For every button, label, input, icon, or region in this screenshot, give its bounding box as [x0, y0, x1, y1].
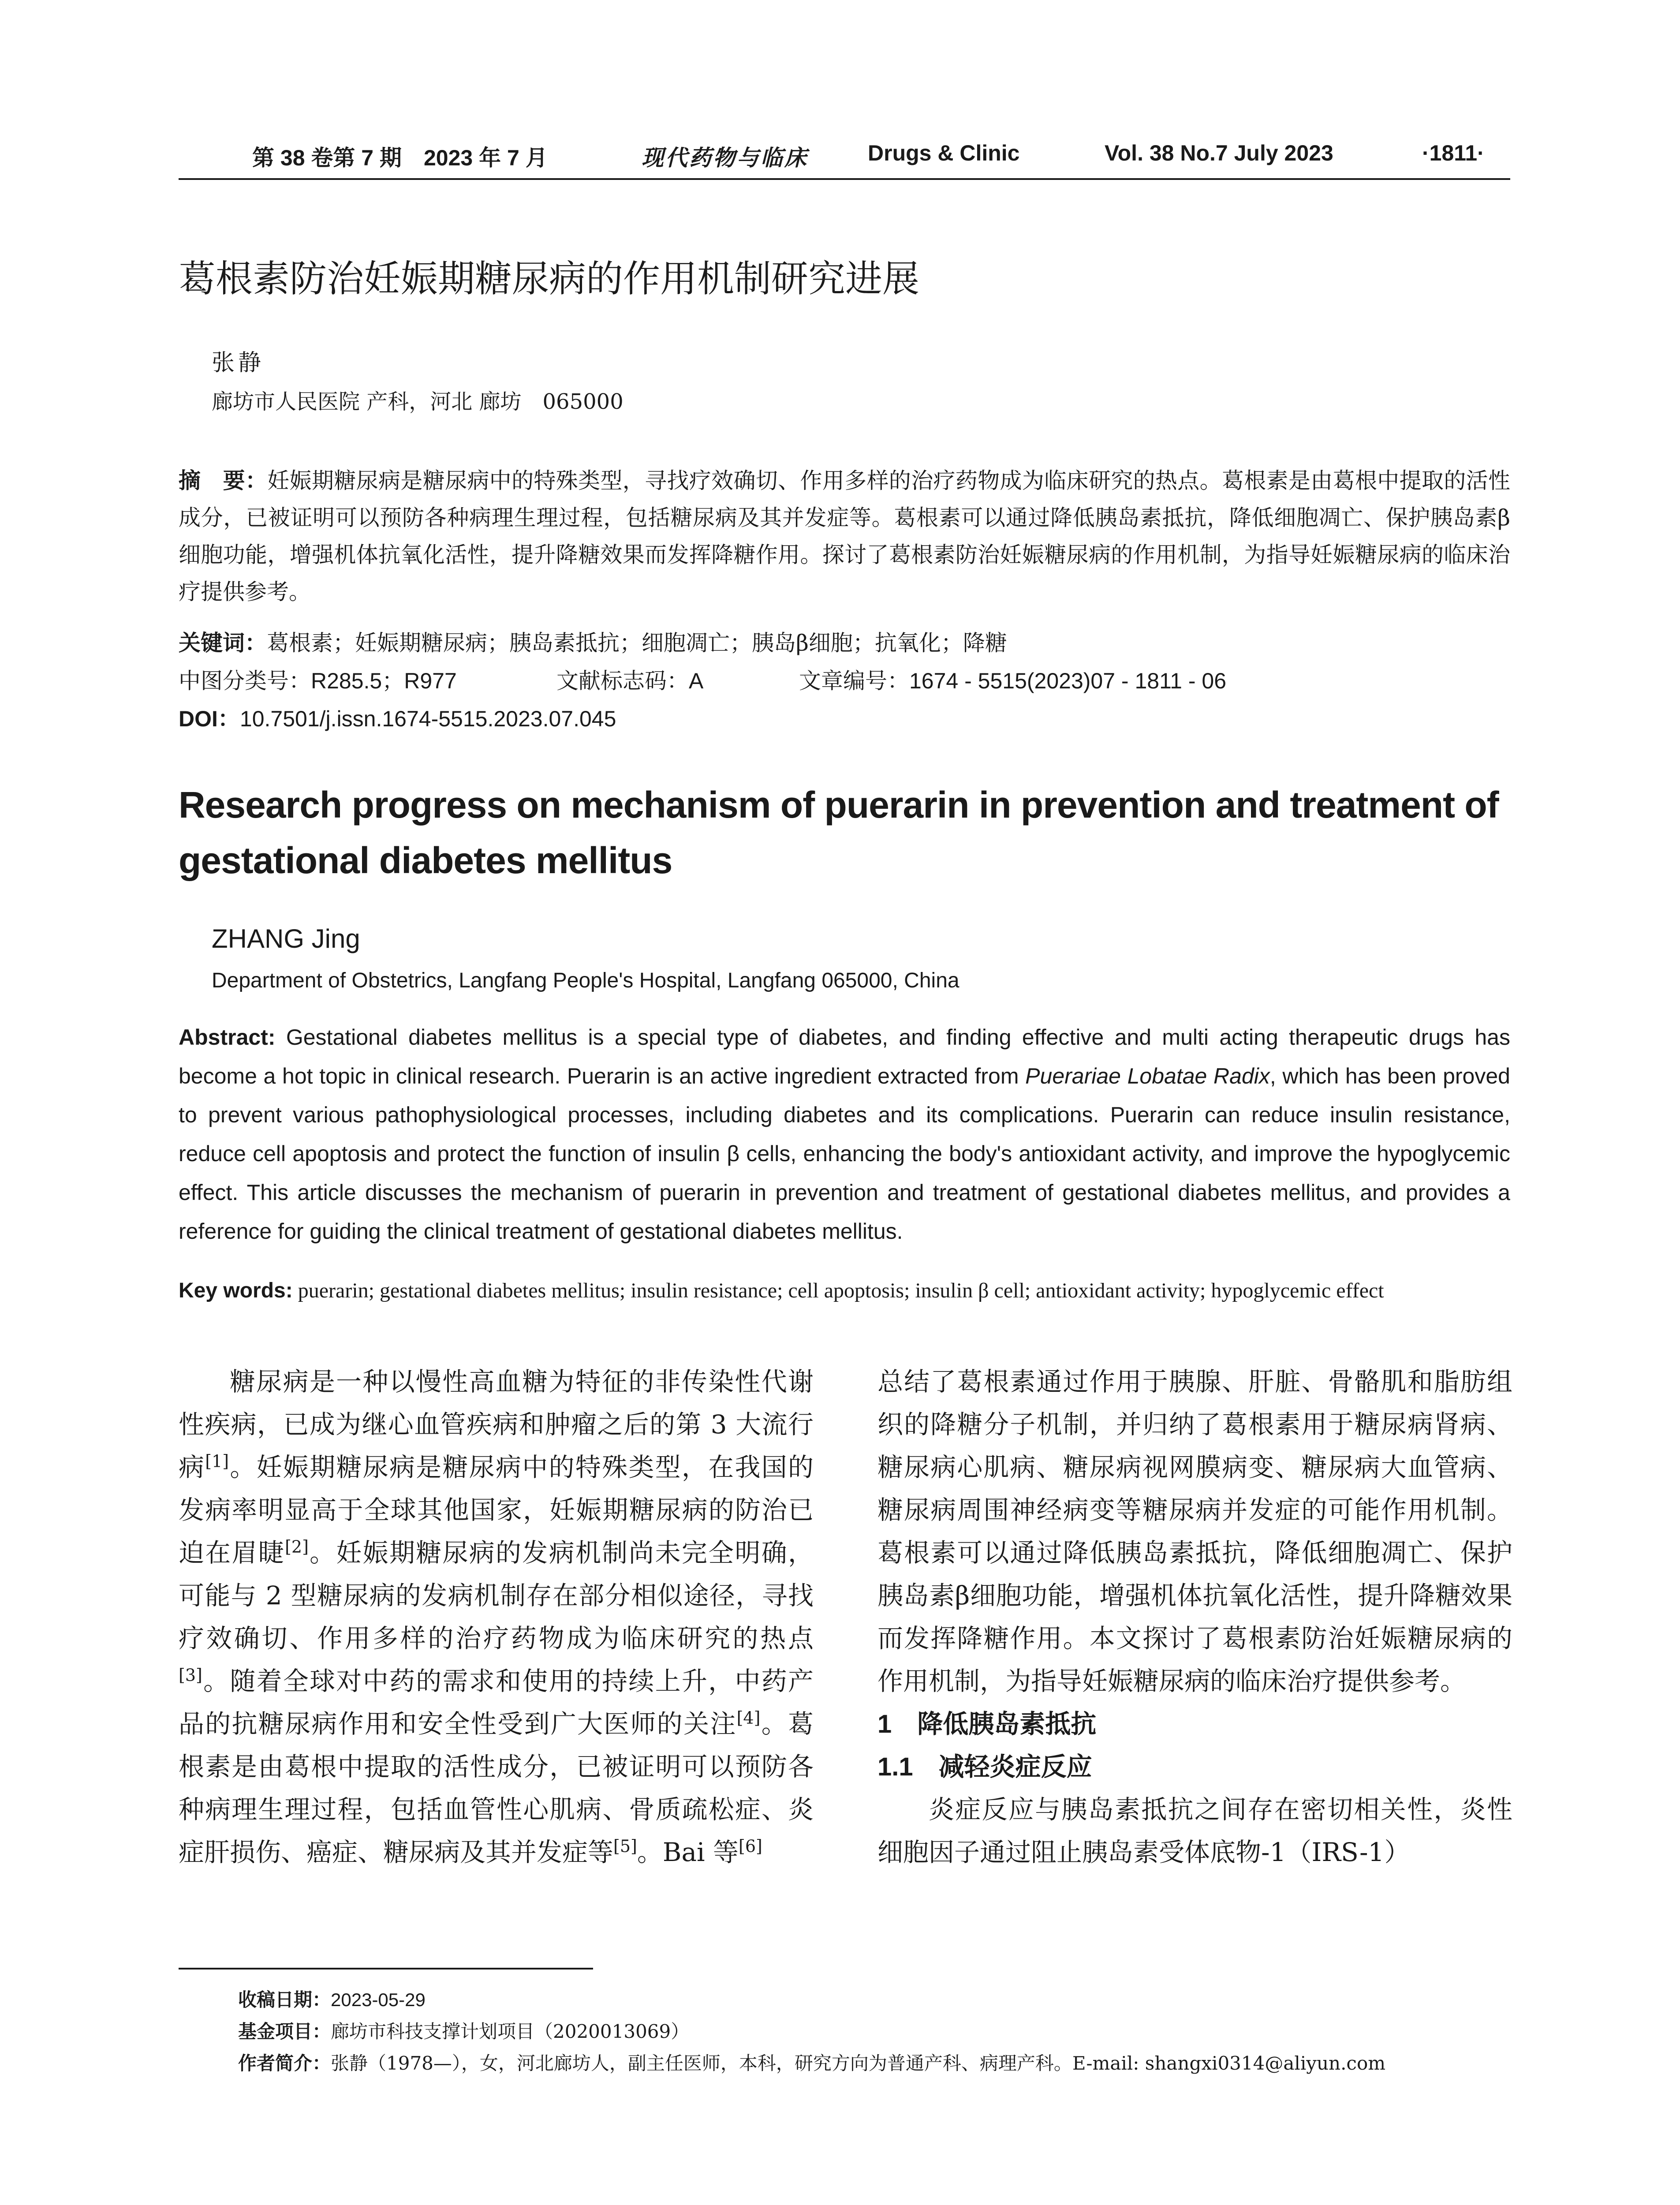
body-column-left — [179, 1360, 814, 1874]
clc-value: R285.5；R977 — [311, 669, 457, 693]
author-cn: 张静 — [212, 350, 265, 376]
intro-text-f: 。Bai 等 — [637, 1837, 739, 1867]
article-number-label: 文章编号： — [799, 669, 909, 693]
section-heading-1: 1 降低胰岛素抵抗 — [877, 1710, 1097, 1738]
journal-name-cn: 现代药物与临床 — [642, 146, 808, 170]
article-title-cn: 葛根素防治妊娠期糖尿病的作用机制研究进展 — [179, 258, 920, 299]
document-code-label: 文献标志码： — [556, 669, 689, 693]
doi-value[interactable]: 10.7501/j.issn.1674-5515.2023.07.045 — [239, 706, 616, 731]
footnote-rule — [179, 1968, 593, 1970]
footnote-author-bio — [238, 2049, 1385, 2075]
volume-issue-en: Vol. 38 No.7 July 2023 — [1105, 141, 1333, 165]
section-heading-1-1: 1.1 减轻炎症反应 — [877, 1753, 1092, 1781]
affiliation-cn: 廊坊市人民医院 产科，河北 廊坊 065000 — [212, 389, 623, 414]
abstract-cn — [179, 462, 1510, 610]
keywords-en — [179, 1278, 1384, 1303]
abstract-cn-label: 摘 要： — [179, 468, 268, 493]
article-number — [799, 663, 1226, 695]
intro-continued: 总结了葛根素通过作用于胰腺、肝脏、骨骼肌和脂肪组织的降糖分子机制，并归纳了葛根素用于糖尿病肾病、糖尿病心肌病、糖尿病视网膜病变、糖尿病大血管病、糖尿病周围神经病变等糖尿病并发症的可能作用机制。葛根素可以通过降低胰岛素抵抗，降低细胞凋亡、保护胰岛素β细胞功能，增强机体抗氧化活性，提升降糖效果而发挥降糖作用。本文探讨了葛根素防治妊娠糖尿病的作用机制，为指导妊娠糖尿病的临床治疗提供参考。 — [877, 1367, 1512, 1696]
document-code-value: A — [689, 669, 704, 693]
keywords-cn — [179, 625, 1007, 657]
intro-text-b: 。妊娠期糖尿病是糖尿病中的特殊类型，在我国的发病率明显高于全球其他国家，妊娠期糖尿病的防治已迫在眉睫 — [179, 1452, 814, 1568]
citation-2[interactable]: [2] — [285, 1537, 309, 1557]
keywords-cn-label: 关键词： — [179, 631, 267, 655]
affiliation-en: Department of Obstetrics, Langfang People's Hospital, Langfang 065000, China — [212, 969, 959, 992]
citation-1[interactable]: [1] — [205, 1451, 229, 1471]
document-code — [556, 663, 703, 695]
intro-paragraph — [179, 1360, 814, 1874]
citation-6[interactable]: [6] — [739, 1836, 762, 1856]
fund-label: 基金项目： — [238, 2021, 331, 2042]
abstract-en-text-2: , which has been proved to prevent various pathophysiological processes, including diabetes and its complications. Puerarin can reduce insulin resistance, reduce cell apoptosis and protect the function of insulin β cells, enhancing the body's antioxidant activity, and improve the hypoglycemic effect. This article discusses the mechanism of puerarin in prevention and treatment of gestational diabetes mellitus, and provides a reference for guiding the clinical treatment of gestational diabetes mellitus. — [179, 1064, 1510, 1244]
journal-name-en: Drugs & Clinic — [868, 141, 1020, 165]
received-label: 收稿日期： — [238, 1989, 331, 2010]
keywords-cn-text: 葛根素；妊娠期糖尿病；胰岛素抵抗；细胞凋亡；胰岛β细胞；抗氧化；降糖 — [267, 630, 1007, 656]
received-value: 2023-05-29 — [331, 1989, 426, 2010]
abstract-en-label: Abstract: — [179, 1025, 276, 1050]
header-rule — [179, 178, 1510, 180]
article-title-en: Research progress on mechanism of puerarin in prevention and treatment of gestational diabetes mellitus — [179, 784, 1499, 881]
citation-3[interactable]: [3] — [179, 1665, 202, 1685]
author-en: ZHANG Jing — [212, 924, 360, 953]
footnote-fund — [238, 2017, 689, 2044]
bio-value: 张静（1978—），女，河北廊坊人，副主任医师，本科，研究方向为普通产科、病理产科。E-mail: shangxi0314@aliyun.com — [331, 2052, 1386, 2074]
citation-4[interactable]: [4] — [736, 1708, 761, 1728]
clc-label: 中图分类号： — [179, 669, 311, 693]
intro-text-a: 糖尿病是一种以慢性高血糖为特征的非传染性代谢性疾病，已成为继心血管疾病和肿瘤之后的第 3 大流行病 — [179, 1367, 814, 1482]
abstract-en-italic: Puerariae Lobatae Radix — [1025, 1064, 1270, 1088]
abstract-en — [179, 1018, 1510, 1251]
intro-text-c: 。妊娠期糖尿病的发病机制尚未完全明确，可能与 2 型糖尿病的发病机制存在部分相似途径，寻找疗效确切、作用多样的治疗药物成为临床研究的热点 — [179, 1538, 814, 1653]
doi-line — [179, 701, 616, 733]
citation-5[interactable]: [5] — [613, 1836, 637, 1856]
bio-label: 作者简介： — [238, 2053, 331, 2074]
body-column-right — [877, 1360, 1512, 1874]
doi-label: DOI： — [179, 706, 240, 731]
fund-value: 廊坊市科技支撑计划项目（2020013069） — [331, 2021, 690, 2042]
volume-issue-cn: 第 38 卷第 7 期 2023 年 7 月 — [252, 146, 548, 170]
page-number: ·1811· — [1422, 141, 1485, 165]
keywords-en-text: puerarin; gestational diabetes mellitus; insulin resistance; cell apoptosis; insulin β cell; antioxidant activity; hypoglycemic effect — [292, 1279, 1384, 1302]
section-1-1-paragraph: 炎症反应与胰岛素抵抗之间存在密切相关性，炎性细胞因子通过阻止胰岛素受体底物-1（IRS-1） — [877, 1794, 1512, 1867]
abstract-en-text-1: Gestational diabetes mellitus is a special type of diabetes, and finding effective and multi acting therapeutic drugs has become a hot topic in clinical research. Puerarin is an active ingredient extracted from — [179, 1025, 1510, 1088]
abstract-cn-text: 妊娠期糖尿病是糖尿病中的特殊类型，寻找疗效确切、作用多样的治疗药物成为临床研究的热点。葛根素是由葛根中提取的活性成分，已被证明可以预防各种病理生理过程，包括糖尿病及其并发症等。葛根素可以通过降低胰岛素抵抗，降低细胞凋亡、保护胰岛素β细胞功能，增强机体抗氧化活性，提升降糖效果而发挥降糖作用。探讨了葛根素防治妊娠糖尿病的作用机制，为指导妊娠糖尿病的临床治疗提供参考。 — [179, 468, 1511, 605]
footnote-received — [238, 1985, 426, 2012]
intro-text-d: 。随着全球对中药的需求和使用的持续上升，中药产品的抗糖尿病作用和安全性受到广大医师的关注 — [179, 1666, 814, 1739]
intro-text-e: 。葛根素是由葛根中提取的活性成分，已被证明可以预防各种病理生理过程，包括血管性心肌病、骨质疏松症、炎症肝损伤、癌症、糖尿病及其并发症等 — [179, 1709, 814, 1867]
keywords-en-label: Key words: — [179, 1279, 293, 1302]
classification-line — [179, 663, 457, 695]
article-number-value: 1674 - 5515(2023)07 - 1811 - 06 — [909, 669, 1227, 693]
